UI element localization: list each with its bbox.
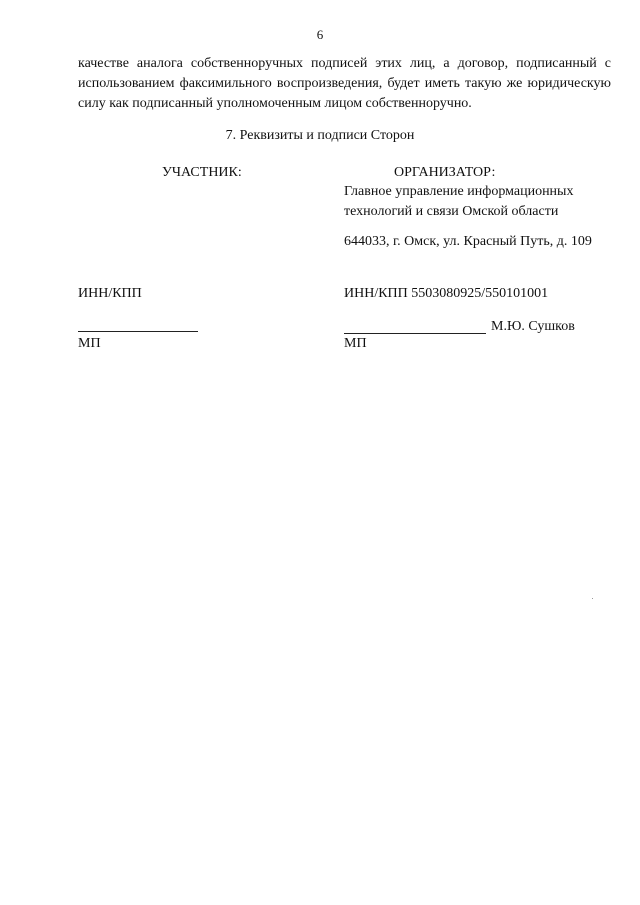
organizer-stamp-label: МП: [344, 336, 367, 351]
organizer-signatory-name: М.Ю. Сушков: [491, 319, 575, 334]
participant-inn-label: ИНН/КПП: [78, 286, 142, 301]
organizer-signature-line: [344, 333, 486, 334]
page-number: 6: [316, 27, 324, 42]
organizer-inn: ИНН/КПП 5503080925/550101001: [344, 286, 549, 301]
organizer-name: Главное управление информационных технологий и связи Омской области: [344, 184, 574, 219]
participant-signature-line: [78, 331, 198, 332]
organizer-heading: ОРГАНИЗАТОР:: [394, 165, 496, 180]
participant-heading: УЧАСТНИК:: [162, 165, 242, 180]
scan-speck: [592, 598, 593, 599]
section-title: 7. Реквизиты и подписи Сторон: [225, 128, 415, 143]
body-paragraph: качестве аналога собственноручных подписей этих лиц, а договор, подписанный с использованием факсимильного воспроизведения, будет иметь такую же юридическую силу как подписанный уполномоченным лицом собственноручно.: [78, 56, 611, 111]
participant-stamp-label: МП: [78, 336, 101, 351]
organizer-address: 644033, г. Омск, ул. Красный Путь, д. 109: [344, 234, 592, 249]
